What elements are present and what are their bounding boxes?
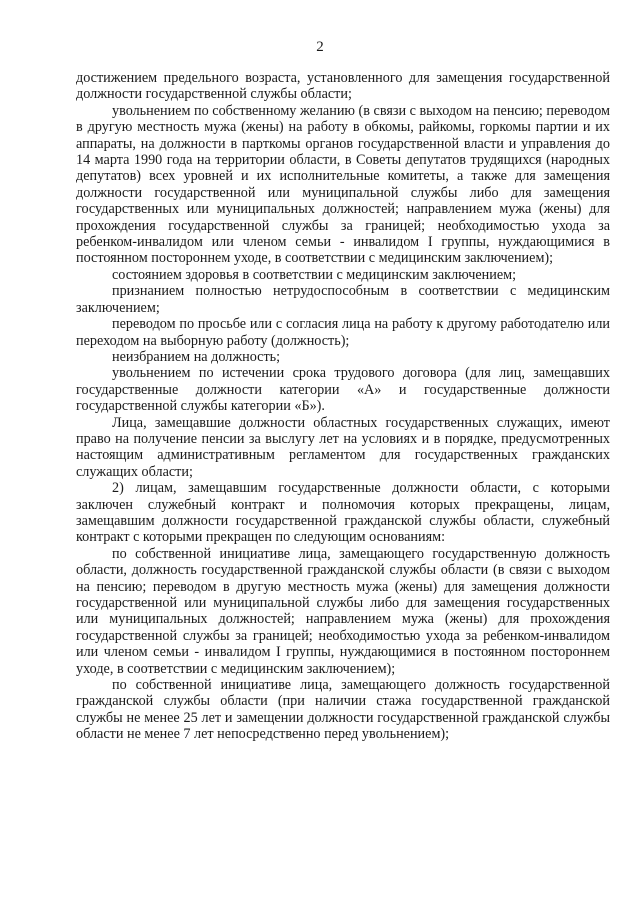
paragraph-transfer: переводом по просьбе или с согласия лица на работу к другому работодателю или переходом на выборную работу (должность);	[76, 316, 610, 349]
paragraph-own-initiative-state-position: по собственной инициативе лица, замещающего государственную должность области, должность государственной гражданской службы области (в связи с выходом на пенсию; переводом в другую местность мужа (жены) для замещения должности государственной или муниципальной службы либо для замещения государственных или муниципальных должностей; направлением мужа (жены) для прохождения государственной службы за границей; необходимостью ухода за ребенком-инвалидом или членом семьи - инвалидом I группы, нуждающимися в постоянном постороннем уходе, в соответствии с медицинским заключением);	[76, 545, 610, 677]
page-number: 2	[316, 39, 324, 55]
paragraph-regional-servants: Лица, замещавшие должности областных государственных служащих, имеют право на получение пенсии за выслугу лет на условиях и в порядке, предусмотренных настоящим административным регламентом для государственных гражданских служащих области;	[76, 414, 610, 480]
paragraph-retirement-age: достижением предельного возраста, установленного для замещения государственной должности государственной службы области;	[76, 70, 610, 103]
paragraph-incapacity: признанием полностью нетрудоспособным в соответствии с медицинским заключением;	[76, 283, 610, 316]
paragraph-item-2: 2) лицам, замещавшим государственные должности области, с которыми заключен служебный контракт и полномочия которых прекращены, лицам, замещавшим должности государственной гражданской службы области, служебный контракт с которыми прекращен по следующим основаниям:	[76, 480, 610, 546]
paragraph-health-condition: состоянием здоровья в соответствии с медицинским заключением;	[112, 266, 517, 283]
paragraph-voluntary-resignation: увольнением по собственному желанию (в связи с выходом на пенсию; переводом в другую местность мужа (жены) на работу в обкомы, райкомы, горкомы партии и их аппараты, на должности в парткомы органов государственной власти и управления до 14 марта 1990 года на территории области, в Советы депутатов трудящихся (народных депутатов) всех уровней и их исполнительные комитеты, а также для замещения должности государственной или муниципальной службы либо для замещения государственных или муниципальных должностей; направлением мужа (жены) для прохождения государственной службы за границей; необходимостью ухода за ребенком-инвалидом или членом семьи - инвалидом I группы, нуждающимися в постоянном постороннем уходе, в соответствии с медицинским заключением);	[76, 102, 610, 267]
document-body	[76, 70, 610, 743]
paragraph-own-initiative-civil-service: по собственной инициативе лица, замещающего должность государственной гражданской службы области (при наличии стажа государственной гражданской службы не менее 25 лет и замещении должности государственной гражданской службы области не менее 7 лет непосредственно перед увольнением);	[76, 677, 610, 743]
paragraph-not-elected: неизбранием на должность;	[112, 348, 281, 365]
paragraph-contract-expiry: увольнением по истечении срока трудового договора (для лиц, замещавших государственные должности категории «А» и государственные должности государственной службы категории «Б»).	[76, 365, 610, 415]
